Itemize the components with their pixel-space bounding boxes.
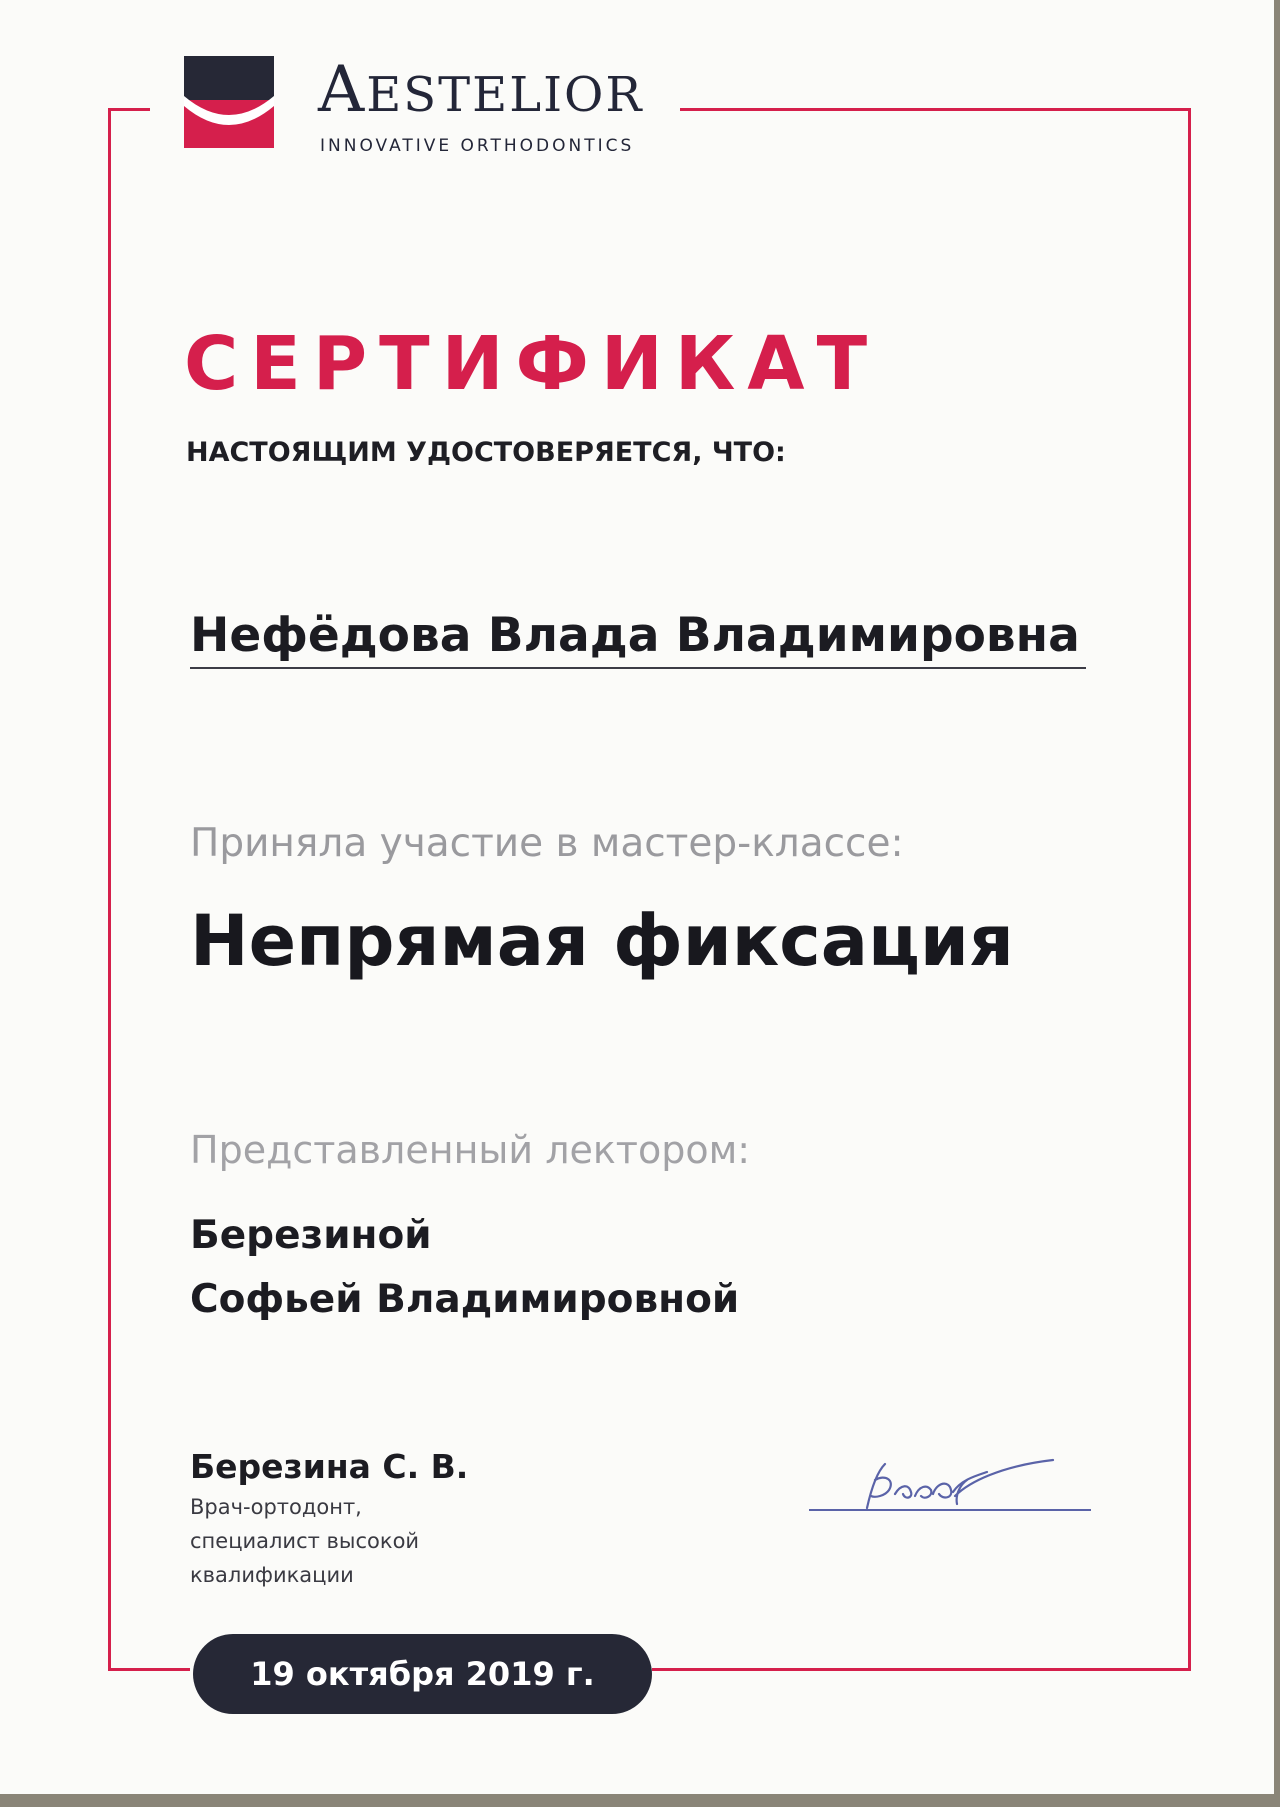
signatory-role-line2: специалист высокой	[190, 1529, 420, 1553]
brand-logo-icon	[184, 56, 274, 148]
date-badge: 19 октября 2019 г.	[193, 1634, 652, 1714]
participated-label: Приняла участие в мастер-классе:	[190, 821, 904, 866]
lecturer-name-line1: Березиной	[190, 1213, 432, 1258]
presented-label: Представленный лектором:	[190, 1128, 751, 1172]
recipient-name: Нефёдова Влада Владимировна	[190, 608, 1080, 663]
lecturer-name-line2: Софьей Владимировной	[190, 1277, 740, 1322]
signatory-role-line1: Врач-ортодонт,	[190, 1495, 362, 1519]
certificate-title: СЕРТИФИКАТ	[184, 321, 880, 407]
brand-name: AESTELIOR	[318, 53, 644, 127]
brand-tagline: INNOVATIVE ORTHODONTICS	[320, 136, 635, 156]
signatory-role-line3: квалификации	[190, 1563, 354, 1587]
signature-icon	[805, 1450, 1095, 1516]
certificate-subtitle: НАСТОЯЩИМ УДОСТОВЕРЯЕТСЯ, ЧТО:	[186, 437, 786, 468]
signatory-name: Березина С. В.	[190, 1447, 469, 1486]
recipient-underline	[190, 667, 1086, 669]
signatory-role	[190, 1490, 419, 1592]
course-name: Непрямая фиксация	[190, 900, 1014, 982]
lecturer-name	[190, 1204, 739, 1332]
